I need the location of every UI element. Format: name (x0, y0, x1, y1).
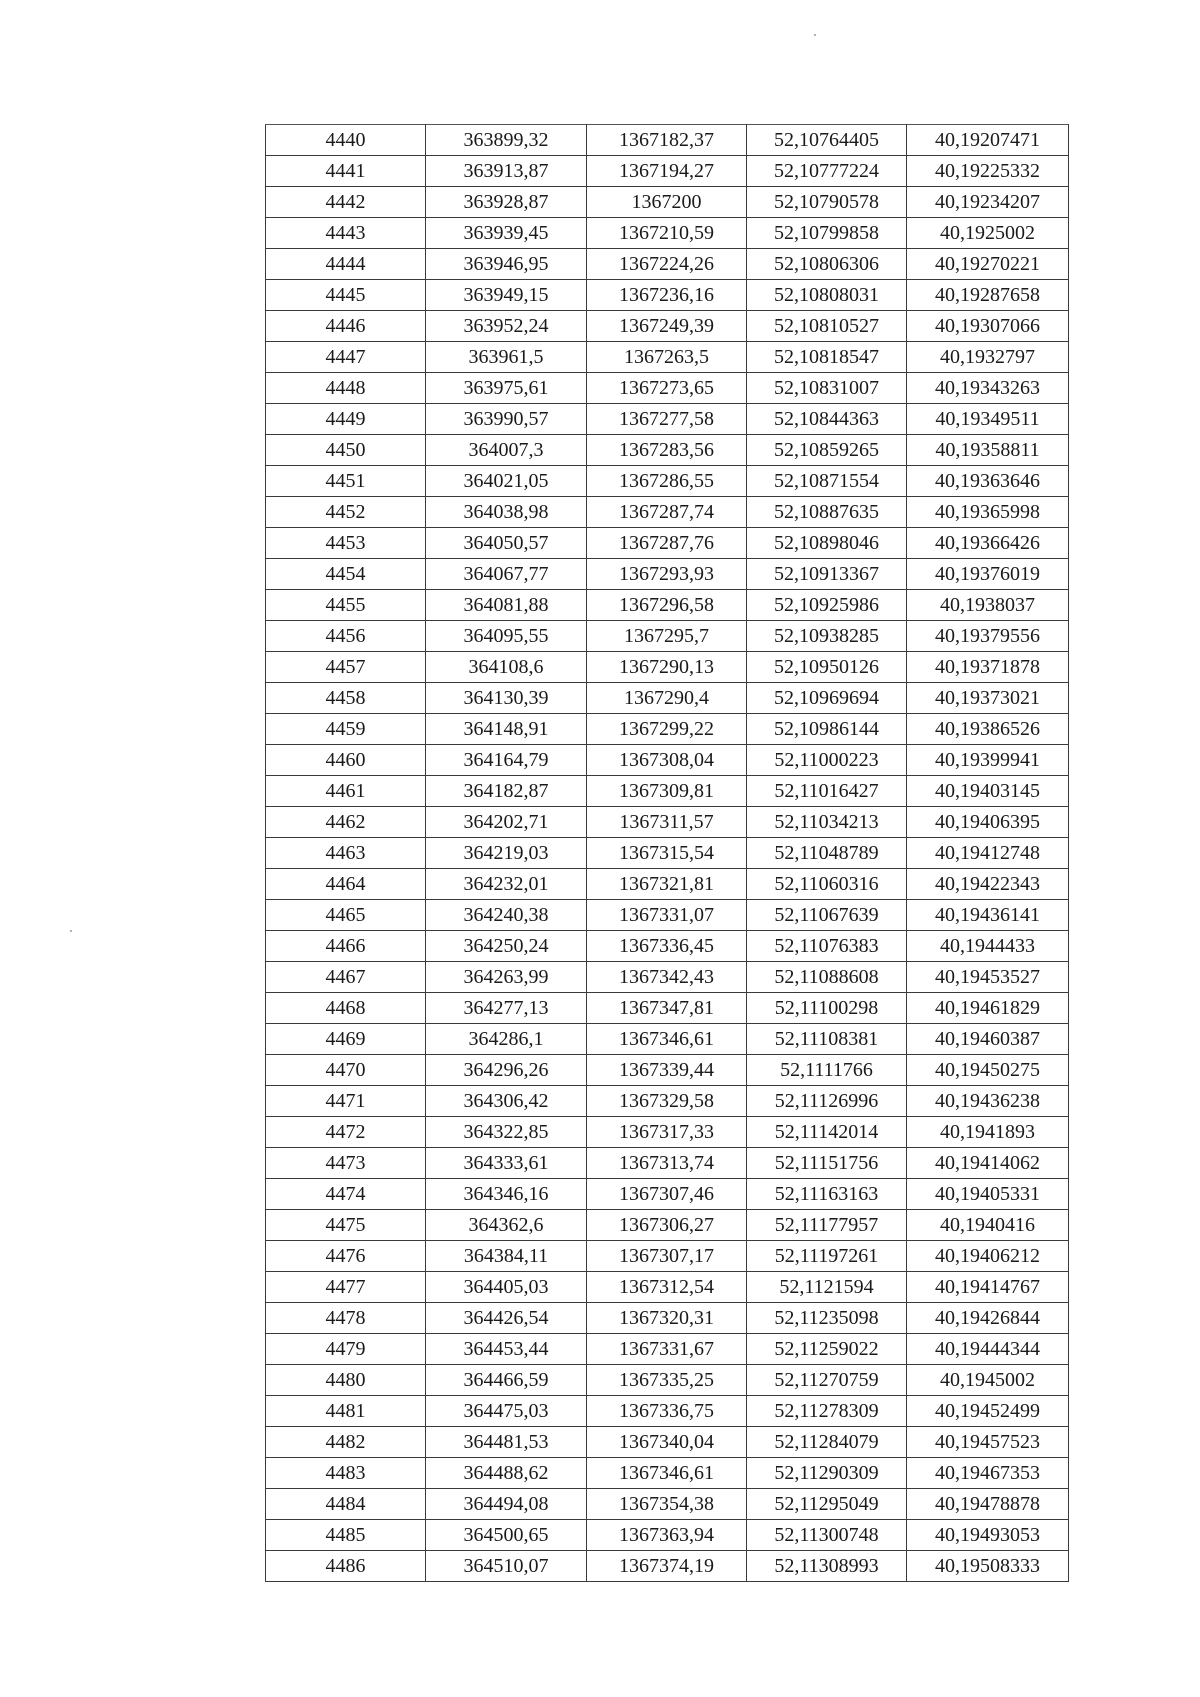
x-coordinate-cell: 364333,61 (426, 1148, 587, 1179)
table-row (266, 1179, 1069, 1210)
x-coordinate-cell: 364148,91 (426, 714, 587, 745)
latitude-cell: 52,10808031 (747, 280, 907, 311)
table-row (266, 156, 1069, 187)
x-coordinate-cell: 364038,98 (426, 497, 587, 528)
latitude-cell: 52,11163163 (747, 1179, 907, 1210)
y-coordinate-cell: 1367283,56 (587, 435, 747, 466)
x-coordinate-cell: 364081,88 (426, 590, 587, 621)
latitude-cell: 52,10859265 (747, 435, 907, 466)
point-number-cell: 4465 (266, 900, 426, 931)
table-row (266, 1055, 1069, 1086)
table-row (266, 1334, 1069, 1365)
table-row (266, 497, 1069, 528)
latitude-cell: 52,11000223 (747, 745, 907, 776)
table-row (266, 1489, 1069, 1520)
x-coordinate-cell: 364453,44 (426, 1334, 587, 1365)
table-row (266, 900, 1069, 931)
point-number-cell: 4472 (266, 1117, 426, 1148)
latitude-cell: 52,11088608 (747, 962, 907, 993)
y-coordinate-cell: 1367321,81 (587, 869, 747, 900)
longitude-cell: 40,19287658 (907, 280, 1069, 311)
x-coordinate-cell: 363952,24 (426, 311, 587, 342)
latitude-cell: 52,10799858 (747, 218, 907, 249)
table-row (266, 125, 1069, 156)
point-number-cell: 4455 (266, 590, 426, 621)
y-coordinate-cell: 1367363,94 (587, 1520, 747, 1551)
y-coordinate-cell: 1367286,55 (587, 466, 747, 497)
x-coordinate-cell: 364108,6 (426, 652, 587, 683)
latitude-cell: 52,11060316 (747, 869, 907, 900)
table-row (266, 466, 1069, 497)
table-row (266, 683, 1069, 714)
latitude-cell: 52,11016427 (747, 776, 907, 807)
latitude-cell: 52,11048789 (747, 838, 907, 869)
point-number-cell: 4469 (266, 1024, 426, 1055)
scan-speck (814, 34, 816, 36)
point-number-cell: 4467 (266, 962, 426, 993)
table-row (266, 1117, 1069, 1148)
x-coordinate-cell: 364362,6 (426, 1210, 587, 1241)
y-coordinate-cell: 1367307,17 (587, 1241, 747, 1272)
longitude-cell: 40,19403145 (907, 776, 1069, 807)
latitude-cell: 52,10764405 (747, 125, 907, 156)
y-coordinate-cell: 1367236,16 (587, 280, 747, 311)
longitude-cell: 40,19207471 (907, 125, 1069, 156)
table-row (266, 1365, 1069, 1396)
y-coordinate-cell: 1367287,74 (587, 497, 747, 528)
longitude-cell: 40,19436141 (907, 900, 1069, 931)
table-row (266, 342, 1069, 373)
x-coordinate-cell: 363899,32 (426, 125, 587, 156)
point-number-cell: 4463 (266, 838, 426, 869)
point-number-cell: 4459 (266, 714, 426, 745)
x-coordinate-cell: 364322,85 (426, 1117, 587, 1148)
table-row (266, 187, 1069, 218)
table-row (266, 1210, 1069, 1241)
longitude-cell: 40,1945002 (907, 1365, 1069, 1396)
table-row (266, 218, 1069, 249)
latitude-cell: 52,10925986 (747, 590, 907, 621)
latitude-cell: 52,10806306 (747, 249, 907, 280)
latitude-cell: 52,10818547 (747, 342, 907, 373)
x-coordinate-cell: 364405,03 (426, 1272, 587, 1303)
point-number-cell: 4471 (266, 1086, 426, 1117)
y-coordinate-cell: 1367336,45 (587, 931, 747, 962)
latitude-cell: 52,10831007 (747, 373, 907, 404)
longitude-cell: 40,19426844 (907, 1303, 1069, 1334)
latitude-cell: 52,11308993 (747, 1551, 907, 1582)
longitude-cell: 40,1925002 (907, 218, 1069, 249)
x-coordinate-cell: 364481,53 (426, 1427, 587, 1458)
point-number-cell: 4449 (266, 404, 426, 435)
point-number-cell: 4451 (266, 466, 426, 497)
y-coordinate-cell: 1367320,31 (587, 1303, 747, 1334)
table-row (266, 869, 1069, 900)
table-row (266, 590, 1069, 621)
scan-speck (70, 930, 72, 932)
table-row (266, 559, 1069, 590)
x-coordinate-cell: 363961,5 (426, 342, 587, 373)
y-coordinate-cell: 1367210,59 (587, 218, 747, 249)
x-coordinate-cell: 364263,99 (426, 962, 587, 993)
y-coordinate-cell: 1367263,5 (587, 342, 747, 373)
y-coordinate-cell: 1367312,54 (587, 1272, 747, 1303)
latitude-cell: 52,11177957 (747, 1210, 907, 1241)
point-number-cell: 4481 (266, 1396, 426, 1427)
y-coordinate-cell: 1367309,81 (587, 776, 747, 807)
longitude-cell: 40,1944433 (907, 931, 1069, 962)
table-row (266, 745, 1069, 776)
y-coordinate-cell: 1367290,4 (587, 683, 747, 714)
latitude-cell: 52,10790578 (747, 187, 907, 218)
y-coordinate-cell: 1367182,37 (587, 125, 747, 156)
x-coordinate-cell: 363975,61 (426, 373, 587, 404)
point-number-cell: 4470 (266, 1055, 426, 1086)
y-coordinate-cell: 1367290,13 (587, 652, 747, 683)
longitude-cell: 40,19343263 (907, 373, 1069, 404)
longitude-cell: 40,19508333 (907, 1551, 1069, 1582)
y-coordinate-cell: 1367249,39 (587, 311, 747, 342)
longitude-cell: 40,19493053 (907, 1520, 1069, 1551)
longitude-cell: 40,19386526 (907, 714, 1069, 745)
longitude-cell: 40,19422343 (907, 869, 1069, 900)
y-coordinate-cell: 1367296,58 (587, 590, 747, 621)
point-number-cell: 4457 (266, 652, 426, 683)
longitude-cell: 40,19452499 (907, 1396, 1069, 1427)
point-number-cell: 4483 (266, 1458, 426, 1489)
point-number-cell: 4474 (266, 1179, 426, 1210)
latitude-cell: 52,10844363 (747, 404, 907, 435)
latitude-cell: 52,11270759 (747, 1365, 907, 1396)
table-row (266, 931, 1069, 962)
table-row (266, 1427, 1069, 1458)
longitude-cell: 40,19365998 (907, 497, 1069, 528)
longitude-cell: 40,19373021 (907, 683, 1069, 714)
x-coordinate-cell: 364475,03 (426, 1396, 587, 1427)
y-coordinate-cell: 1367293,93 (587, 559, 747, 590)
x-coordinate-cell: 364130,39 (426, 683, 587, 714)
longitude-cell: 40,1932797 (907, 342, 1069, 373)
table-row (266, 1241, 1069, 1272)
y-coordinate-cell: 1367313,74 (587, 1148, 747, 1179)
point-number-cell: 4446 (266, 311, 426, 342)
longitude-cell: 40,1940416 (907, 1210, 1069, 1241)
latitude-cell: 52,11278309 (747, 1396, 907, 1427)
x-coordinate-cell: 364466,59 (426, 1365, 587, 1396)
table-row (266, 1396, 1069, 1427)
table-row (266, 373, 1069, 404)
y-coordinate-cell: 1367336,75 (587, 1396, 747, 1427)
point-number-cell: 4456 (266, 621, 426, 652)
x-coordinate-cell: 364050,57 (426, 528, 587, 559)
x-coordinate-cell: 364095,55 (426, 621, 587, 652)
point-number-cell: 4460 (266, 745, 426, 776)
y-coordinate-cell: 1367200 (587, 187, 747, 218)
longitude-cell: 40,19225332 (907, 156, 1069, 187)
x-coordinate-cell: 363939,45 (426, 218, 587, 249)
latitude-cell: 52,10871554 (747, 466, 907, 497)
x-coordinate-cell: 364296,26 (426, 1055, 587, 1086)
latitude-cell: 52,1111766 (747, 1055, 907, 1086)
latitude-cell: 52,11151756 (747, 1148, 907, 1179)
table-row (266, 776, 1069, 807)
point-number-cell: 4450 (266, 435, 426, 466)
y-coordinate-cell: 1367287,76 (587, 528, 747, 559)
point-number-cell: 4462 (266, 807, 426, 838)
latitude-cell: 52,11100298 (747, 993, 907, 1024)
x-coordinate-cell: 363913,87 (426, 156, 587, 187)
longitude-cell: 40,19399941 (907, 745, 1069, 776)
y-coordinate-cell: 1367374,19 (587, 1551, 747, 1582)
table-row (266, 652, 1069, 683)
longitude-cell: 40,19366426 (907, 528, 1069, 559)
y-coordinate-cell: 1367311,57 (587, 807, 747, 838)
y-coordinate-cell: 1367295,7 (587, 621, 747, 652)
y-coordinate-cell: 1367339,44 (587, 1055, 747, 1086)
longitude-cell: 40,19478878 (907, 1489, 1069, 1520)
latitude-cell: 52,10950126 (747, 652, 907, 683)
x-coordinate-cell: 364067,77 (426, 559, 587, 590)
longitude-cell: 40,19461829 (907, 993, 1069, 1024)
x-coordinate-cell: 364500,65 (426, 1520, 587, 1551)
point-number-cell: 4445 (266, 280, 426, 311)
x-coordinate-cell: 363990,57 (426, 404, 587, 435)
table-row (266, 280, 1069, 311)
point-number-cell: 4448 (266, 373, 426, 404)
latitude-cell: 52,11076383 (747, 931, 907, 962)
latitude-cell: 52,10810527 (747, 311, 907, 342)
point-number-cell: 4485 (266, 1520, 426, 1551)
point-number-cell: 4444 (266, 249, 426, 280)
x-coordinate-cell: 364232,01 (426, 869, 587, 900)
point-number-cell: 4452 (266, 497, 426, 528)
table-row (266, 1520, 1069, 1551)
table-row (266, 1148, 1069, 1179)
point-number-cell: 4466 (266, 931, 426, 962)
point-number-cell: 4480 (266, 1365, 426, 1396)
latitude-cell: 52,11067639 (747, 900, 907, 931)
latitude-cell: 52,1121594 (747, 1272, 907, 1303)
latitude-cell: 52,11259022 (747, 1334, 907, 1365)
point-number-cell: 4443 (266, 218, 426, 249)
table-row (266, 1551, 1069, 1582)
y-coordinate-cell: 1367347,81 (587, 993, 747, 1024)
y-coordinate-cell: 1367342,43 (587, 962, 747, 993)
x-coordinate-cell: 364021,05 (426, 466, 587, 497)
point-number-cell: 4479 (266, 1334, 426, 1365)
point-number-cell: 4477 (266, 1272, 426, 1303)
y-coordinate-cell: 1367331,67 (587, 1334, 747, 1365)
y-coordinate-cell: 1367315,54 (587, 838, 747, 869)
latitude-cell: 52,10898046 (747, 528, 907, 559)
longitude-cell: 40,19414062 (907, 1148, 1069, 1179)
y-coordinate-cell: 1367317,33 (587, 1117, 747, 1148)
latitude-cell: 52,10986144 (747, 714, 907, 745)
latitude-cell: 52,11142014 (747, 1117, 907, 1148)
point-number-cell: 4484 (266, 1489, 426, 1520)
table-row (266, 993, 1069, 1024)
longitude-cell: 40,19436238 (907, 1086, 1069, 1117)
x-coordinate-cell: 364007,3 (426, 435, 587, 466)
longitude-cell: 40,19270221 (907, 249, 1069, 280)
point-number-cell: 4453 (266, 528, 426, 559)
point-number-cell: 4441 (266, 156, 426, 187)
x-coordinate-cell: 364494,08 (426, 1489, 587, 1520)
y-coordinate-cell: 1367346,61 (587, 1024, 747, 1055)
x-coordinate-cell: 364219,03 (426, 838, 587, 869)
longitude-cell: 40,19358811 (907, 435, 1069, 466)
table-row (266, 249, 1069, 280)
y-coordinate-cell: 1367329,58 (587, 1086, 747, 1117)
x-coordinate-cell: 364277,13 (426, 993, 587, 1024)
point-number-cell: 4461 (266, 776, 426, 807)
table-row (266, 435, 1069, 466)
longitude-cell: 40,19307066 (907, 311, 1069, 342)
x-coordinate-cell: 364250,24 (426, 931, 587, 962)
x-coordinate-cell: 364164,79 (426, 745, 587, 776)
table-row (266, 962, 1069, 993)
x-coordinate-cell: 364384,11 (426, 1241, 587, 1272)
longitude-cell: 40,19406212 (907, 1241, 1069, 1272)
longitude-cell: 40,19457523 (907, 1427, 1069, 1458)
longitude-cell: 40,19467353 (907, 1458, 1069, 1489)
point-number-cell: 4486 (266, 1551, 426, 1582)
longitude-cell: 40,19460387 (907, 1024, 1069, 1055)
latitude-cell: 52,11034213 (747, 807, 907, 838)
latitude-cell: 52,10913367 (747, 559, 907, 590)
x-coordinate-cell: 364240,38 (426, 900, 587, 931)
y-coordinate-cell: 1367194,27 (587, 156, 747, 187)
y-coordinate-cell: 1367346,61 (587, 1458, 747, 1489)
x-coordinate-cell: 363949,15 (426, 280, 587, 311)
latitude-cell: 52,11235098 (747, 1303, 907, 1334)
point-number-cell: 4468 (266, 993, 426, 1024)
table-row (266, 1272, 1069, 1303)
y-coordinate-cell: 1367354,38 (587, 1489, 747, 1520)
x-coordinate-cell: 363946,95 (426, 249, 587, 280)
longitude-cell: 40,19450275 (907, 1055, 1069, 1086)
point-number-cell: 4447 (266, 342, 426, 373)
longitude-cell: 40,19453527 (907, 962, 1069, 993)
latitude-cell: 52,10887635 (747, 497, 907, 528)
x-coordinate-cell: 364182,87 (426, 776, 587, 807)
y-coordinate-cell: 1367335,25 (587, 1365, 747, 1396)
point-number-cell: 4473 (266, 1148, 426, 1179)
longitude-cell: 40,19405331 (907, 1179, 1069, 1210)
table-row (266, 714, 1069, 745)
latitude-cell: 52,10938285 (747, 621, 907, 652)
y-coordinate-cell: 1367307,46 (587, 1179, 747, 1210)
x-coordinate-cell: 364488,62 (426, 1458, 587, 1489)
y-coordinate-cell: 1367331,07 (587, 900, 747, 931)
table-row (266, 1303, 1069, 1334)
longitude-cell: 40,19444344 (907, 1334, 1069, 1365)
table-row (266, 621, 1069, 652)
coordinates-table-body (266, 125, 1069, 1582)
point-number-cell: 4442 (266, 187, 426, 218)
table-row (266, 838, 1069, 869)
longitude-cell: 40,19379556 (907, 621, 1069, 652)
longitude-cell: 40,19234207 (907, 187, 1069, 218)
x-coordinate-cell: 364202,71 (426, 807, 587, 838)
longitude-cell: 40,19349511 (907, 404, 1069, 435)
y-coordinate-cell: 1367308,04 (587, 745, 747, 776)
x-coordinate-cell: 363928,87 (426, 187, 587, 218)
longitude-cell: 40,19376019 (907, 559, 1069, 590)
latitude-cell: 52,11290309 (747, 1458, 907, 1489)
x-coordinate-cell: 364286,1 (426, 1024, 587, 1055)
latitude-cell: 52,11300748 (747, 1520, 907, 1551)
point-number-cell: 4458 (266, 683, 426, 714)
longitude-cell: 40,19414767 (907, 1272, 1069, 1303)
x-coordinate-cell: 364346,16 (426, 1179, 587, 1210)
longitude-cell: 40,19371878 (907, 652, 1069, 683)
point-number-cell: 4440 (266, 125, 426, 156)
longitude-cell: 40,1941893 (907, 1117, 1069, 1148)
x-coordinate-cell: 364306,42 (426, 1086, 587, 1117)
table-row (266, 311, 1069, 342)
latitude-cell: 52,11284079 (747, 1427, 907, 1458)
x-coordinate-cell: 364510,07 (426, 1551, 587, 1582)
table-row (266, 1024, 1069, 1055)
latitude-cell: 52,11295049 (747, 1489, 907, 1520)
point-number-cell: 4475 (266, 1210, 426, 1241)
table-row (266, 1086, 1069, 1117)
longitude-cell: 40,1938037 (907, 590, 1069, 621)
point-number-cell: 4478 (266, 1303, 426, 1334)
longitude-cell: 40,19412748 (907, 838, 1069, 869)
table-row (266, 528, 1069, 559)
point-number-cell: 4482 (266, 1427, 426, 1458)
y-coordinate-cell: 1367306,27 (587, 1210, 747, 1241)
coordinates-table (265, 124, 1069, 1582)
y-coordinate-cell: 1367340,04 (587, 1427, 747, 1458)
y-coordinate-cell: 1367224,26 (587, 249, 747, 280)
point-number-cell: 4454 (266, 559, 426, 590)
table-row (266, 1458, 1069, 1489)
latitude-cell: 52,11108381 (747, 1024, 907, 1055)
table-row (266, 807, 1069, 838)
point-number-cell: 4476 (266, 1241, 426, 1272)
longitude-cell: 40,19406395 (907, 807, 1069, 838)
longitude-cell: 40,19363646 (907, 466, 1069, 497)
y-coordinate-cell: 1367273,65 (587, 373, 747, 404)
latitude-cell: 52,10969694 (747, 683, 907, 714)
latitude-cell: 52,11126996 (747, 1086, 907, 1117)
point-number-cell: 4464 (266, 869, 426, 900)
table-row (266, 404, 1069, 435)
y-coordinate-cell: 1367277,58 (587, 404, 747, 435)
x-coordinate-cell: 364426,54 (426, 1303, 587, 1334)
y-coordinate-cell: 1367299,22 (587, 714, 747, 745)
latitude-cell: 52,10777224 (747, 156, 907, 187)
latitude-cell: 52,11197261 (747, 1241, 907, 1272)
